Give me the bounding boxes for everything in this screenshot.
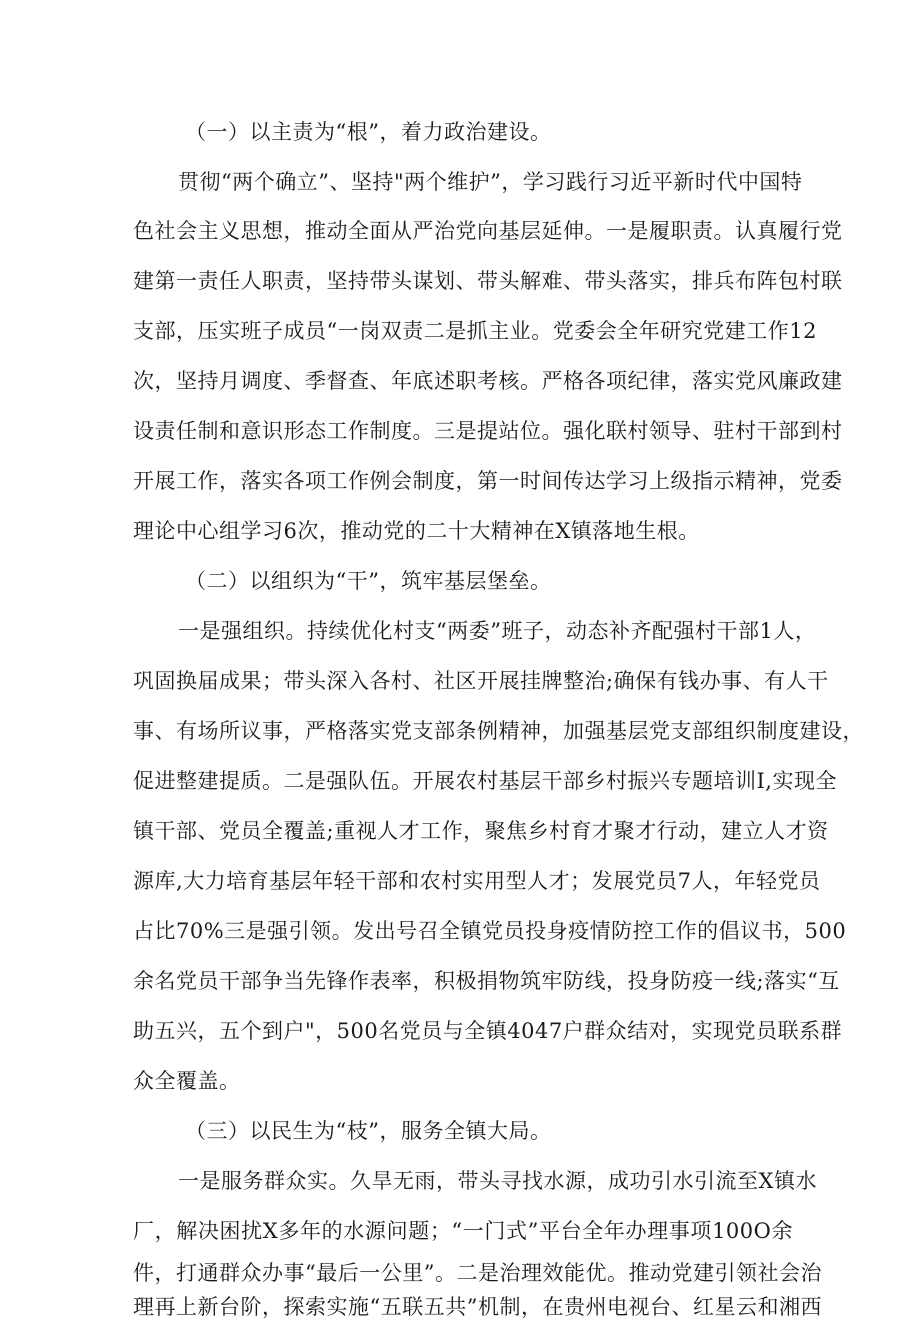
paragraph-line: 次，坚持月调度、季督查、年底述职考核。严格各项纪律，落实党风廉政建 [133, 369, 843, 393]
paragraph-line: 建第一责任人职责，坚持带头谋划、带头解难、带头落实，排兵布阵包村联 [133, 269, 843, 293]
paragraph-line: 色社会主义思想，推动全面从严治党向基层延伸。一是履职责。认真履行党 [133, 219, 843, 243]
paragraph-line: 占比70%三是强引领。发出号召全镇党员投身疫情防控工作的倡议书，500 [133, 919, 847, 943]
section-heading-2: （二）以组织为“干”，筑牢基层堡垒。 [185, 569, 552, 593]
paragraph-line: 促进整建提质。二是强队伍。开展农村基层干部乡村振兴专题培训I,实现全 [133, 769, 837, 793]
paragraph-line: 件，打通群众办事“最后一公里”。二是治理效能优。推动党建引领社会治 [133, 1261, 822, 1285]
paragraph-line: 余名党员干部争当先锋作表率，积极捐物筑牢防线，投身防疫一线;落实“互 [133, 969, 840, 993]
paragraph-line: 理论中心组学习6次，推动党的二十大精神在X镇落地生根。 [133, 519, 700, 543]
paragraph-line: 助五兴，五个到户"，500名党员与全镇4047户群众结对，实现党员联系群 [133, 1019, 843, 1043]
paragraph-line: 理再上新台阶，探索实施“五联五共”机制，在贵州电视台、红星云和湘西 [133, 1295, 822, 1319]
paragraph-line: 支部，压实班子成员“一岗双责二是抓主业。党委会全年研究党建工作12 [133, 319, 817, 343]
paragraph-line: 巩固换届成果；带头深入各村、社区开展挂牌整治;确保有钱办事、有人干 [133, 669, 829, 693]
paragraph-line: 众全覆盖。 [133, 1069, 241, 1093]
paragraph-line: 事、有场所议事，严格落实党支部条例精神，加强基层党支部组织制度建设， [133, 719, 864, 743]
paragraph-line: 镇干部、党员全覆盖;重视人才工作，聚焦乡村育才聚才行动，建立人才资 [133, 819, 829, 843]
paragraph-line: 厂，解决困扰X多年的水源问题；“一门式”平台全年办理事项100O余 [133, 1219, 793, 1243]
paragraph-line: 开展工作，落实各项工作例会制度，第一时间传达学习上级指示精神，党委 [133, 469, 843, 493]
paragraph-line: 一是强组织。持续优化村支“两委”班子，动态补齐配强村干部1人， [178, 619, 817, 643]
section-heading-3: （三）以民生为“枝”，服务全镇大局。 [185, 1119, 552, 1143]
paragraph-line: 贯彻“两个确立”、坚持"两个维护”，学习践行习近平新时代中国特 [178, 170, 803, 194]
paragraph-line: 设责任制和意识形态工作制度。三是提站位。强化联村领导、驻村干部到村 [133, 419, 843, 443]
paragraph-line: 一是服务群众实。久旱无雨，带头寻找水源，成功引水引流至X镇水 [178, 1169, 817, 1193]
paragraph-line: 源库,大力培育基层年轻干部和农村实用型人才；发展党员7人，年轻党员 [133, 869, 821, 893]
section-heading-1: （一）以主责为“根”，着力政治建设。 [185, 120, 552, 144]
